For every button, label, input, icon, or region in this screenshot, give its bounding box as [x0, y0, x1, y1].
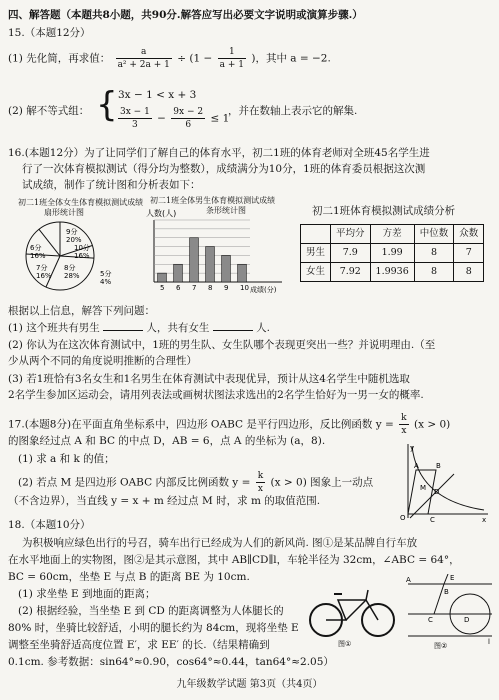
bike-frame	[326, 600, 378, 620]
bar-9	[222, 255, 231, 282]
pie-label: 10分	[74, 244, 90, 252]
q15-frac2-den: a + 1	[219, 60, 244, 71]
q17-sub2-num: k	[256, 470, 265, 483]
table-cell: 女生	[301, 263, 331, 282]
bar-marks	[158, 238, 249, 292]
x-label: x	[482, 516, 487, 524]
table-header-cell: 方差	[370, 225, 414, 244]
bar-7	[190, 238, 199, 282]
table-row	[301, 244, 484, 263]
q15-ineq2	[116, 106, 229, 131]
fig2-label: 图②	[434, 642, 448, 650]
q17-line1-text: 17.(本题8分)在平面直角坐标系中，四边形 OABC 是平行四边形，反比例函数	[8, 418, 373, 431]
q16-sub2-2: 少从两个不同的角度说明推断的合理性）	[8, 355, 197, 367]
q18-l5: (2) 根据经验，当坐垫 E 到 CD 的距离调整为人体腿长的	[18, 605, 284, 617]
q18-l1: 为积极响应绿色出行的号召，骑车出行已经成为人们的新风尚. 图①是某品牌自行车放	[22, 537, 418, 549]
point-c-label: C	[430, 516, 435, 524]
table-header-row	[301, 225, 484, 244]
q16-sub3-1: (3) 若1班恰有3名女生和1名男生在体育测试中表现优异，预计从这4名学生中随机选取	[8, 373, 410, 385]
pie-label: 28%	[64, 272, 80, 280]
q16-sub1-mid: 人，共有女生	[146, 322, 210, 334]
q15-part1-prefix: (1) 先化简，再求值：	[8, 52, 111, 65]
q16-sub1	[8, 320, 270, 335]
bar-grid	[154, 220, 250, 273]
q15-ineq2-b-den: 6	[185, 120, 192, 131]
q17-sub2-text: (2) 若点 M 是四边形 OABC 内部反比例函数	[18, 476, 229, 489]
table-cell: 1.9936	[370, 263, 414, 282]
pie-label: 7分	[36, 264, 48, 272]
q18-title: 18.（本题10分）	[8, 519, 91, 531]
point-e-label: E	[450, 574, 455, 582]
q18-l6: 80% 时，坐骑比较舒适，小明的腿长约为 84cm，现将坐垫 E	[8, 622, 299, 634]
minus-sign: −	[157, 112, 166, 125]
q15-frac1	[116, 46, 172, 71]
q17-func-den: x	[401, 426, 407, 437]
point-d-label: D	[464, 616, 470, 624]
bar-5	[158, 273, 167, 282]
q15-ineq2-a-den: 3	[132, 120, 138, 131]
bar-title-1: 初二1班全体男生体育模拟测试成绩	[150, 196, 276, 205]
q16-line1: 16.(本题12分）为了让同学们了解自己的体育水平，初二1班的体育老师对全班45名学生进	[8, 147, 430, 159]
x-tick-label: 7	[192, 284, 197, 292]
q15-part1-suffix: )，其中 a = −2.	[251, 52, 331, 65]
pie-label: 16%	[30, 252, 46, 260]
q17-sub2-frac	[256, 470, 265, 495]
pie-label: 6分	[30, 244, 42, 252]
q18-l8: 0.1cm. 参考数据：sin64°≈0.90，cos64°≈0.44，tan64°≈2.05）	[8, 656, 334, 668]
q15-part1-mid: ÷ (1 −	[177, 52, 213, 65]
pie-title-1: 初二1班全体女生体育模拟测试成绩	[18, 198, 144, 207]
bicycle-diagram	[404, 574, 496, 650]
x-tick-label: 6	[176, 284, 181, 292]
q17-sub2-tail: (x > 0) 图象上一动点	[270, 476, 374, 489]
q18-l3: BC = 60cm，坐垫 E 与点 B 的距离 BE 为 10cm.	[8, 571, 250, 583]
q17-sub2-2: （不含边界），当直线 y = x + m 经过点 M 时，求 m 的取值范围.	[8, 495, 321, 507]
point-a-label: A	[414, 462, 419, 470]
bar-x-axis-label: 成绩(分)	[250, 286, 277, 294]
answer-blank[interactable]	[213, 320, 253, 331]
brace-glyph: {	[96, 85, 118, 125]
pie-label: 5分	[100, 270, 112, 278]
table-cell: 7.92	[331, 263, 371, 282]
q18-l7: 调整至坐骑舒适高度位置 E′，求 EE′ 的长.（结果精确到	[8, 639, 270, 651]
pie-label: 4%	[100, 278, 112, 286]
pie-label: 16%	[74, 252, 90, 260]
q15-ineq2-b-num: 9x − 2	[171, 106, 205, 119]
analysis-table	[300, 224, 484, 282]
q16-sub3-2: 2名学生参加区运动会，请用列表法或画树状图法求选出的2名学生恰好为一男一女的概率.	[8, 389, 424, 401]
table-cell: 男生	[301, 244, 331, 263]
table-cell: 8	[414, 263, 454, 282]
q18-l4: (1) 求坐垫 E 到地面的距离；	[18, 588, 156, 600]
line-l-label: l	[488, 638, 490, 646]
table-header-cell: 中位数	[414, 225, 454, 244]
q17-line2: 的图象经过点 A 和 BC 的中点 D，AB = 6，点 A 的坐标为 (a，8).	[8, 435, 326, 447]
point-d-label: D	[434, 488, 440, 496]
q17-func-tail: (x > 0)	[413, 418, 451, 431]
q15-part1	[8, 46, 331, 71]
q15-part2-suffix: ，并在数轴上表示它的解集.	[228, 105, 358, 117]
q16-info: 根据以上信息，解答下列问题：	[8, 305, 155, 317]
q17-figure	[396, 440, 492, 524]
q17-func-frac	[399, 412, 408, 437]
pie-title-2: 扇形统计图	[44, 208, 84, 217]
q16-line2: 行了一次体育模拟测试（得分均为整数），成绩满分为10分，1班的体育委员根据这次测	[22, 163, 426, 175]
bar-title-2: 条形统计图	[206, 206, 246, 215]
point-a-label: A	[406, 576, 411, 584]
bar-y-axis-label: 人数(人)	[146, 209, 177, 218]
x-tick-label: 10	[240, 284, 249, 292]
pie-label: 20%	[66, 236, 82, 244]
bicycle-photo	[306, 582, 398, 648]
q17-line1: 17.(本题8分)在平面直角坐标系中，四边形 OABC 是平行四边形，反比例函数 y = $\frac{k}{x}$ (x > 0)	[8, 413, 451, 437]
bar-6	[174, 264, 183, 282]
q15-frac2	[218, 46, 246, 71]
q16-sub1-text: (1) 这个班共有男生	[8, 322, 100, 334]
line-y-x-m	[410, 474, 454, 518]
pie-chart	[14, 218, 124, 298]
q15-ineq2-a-num: 3x − 1	[118, 106, 152, 119]
pie-label: 9分	[66, 228, 78, 236]
x-tick-label: 8	[208, 284, 213, 292]
page-footer: 九年级数学试题 第3页（共4页）	[176, 679, 323, 690]
y-label: y	[410, 444, 415, 452]
bar-10	[238, 264, 247, 282]
table-cell: 7	[454, 244, 484, 263]
q17-sub2: (2) 若点 M 是四边形 OABC 内部反比例函数 y = $\frac{k}{x}$ (x > 0) 图象上一动点	[18, 471, 374, 495]
q15-frac1-den: a² + 2a + 1	[117, 60, 170, 71]
table-cell: 7.9	[331, 244, 371, 263]
q17-sub2-den: x	[257, 484, 263, 495]
q17-func-num: k	[399, 412, 408, 425]
segment-be	[444, 574, 448, 584]
q15-frac2-num: 1	[218, 46, 246, 59]
table-cell: 8	[414, 244, 454, 263]
q15-ineq1: 3x − 1 < x + 3	[118, 89, 197, 101]
origin-label: O	[400, 514, 406, 522]
q18-l2: 在水平地面上的实物图，图②是其示意图，其中 AB∥CD∥l，车轮半径为 32cm，∠ABC = 64°，	[8, 554, 460, 566]
q17-sub1: (1) 求 a 和 k 的值；	[18, 453, 115, 465]
segment-bc	[434, 584, 444, 614]
bar-8	[206, 247, 215, 282]
bike-handlebar	[366, 590, 368, 600]
q15-ineq2-frac-a	[118, 106, 152, 131]
table-cell: 8	[454, 263, 484, 282]
x-tick-label: 9	[224, 284, 229, 292]
point-c-label: C	[428, 616, 433, 624]
point-b-label: B	[444, 588, 449, 596]
q16-line3: 试成绩，制作了统计图和分析表如下：	[22, 179, 201, 191]
q16-sub2-1: (2) 你认为在这次体育测试中，1班的男生队、女生队哪个表现更突出一些？并说明理由.（至	[8, 339, 436, 351]
q15-ineq2-tail: ≤ 1	[210, 112, 230, 125]
table-header-cell: 众数	[454, 225, 484, 244]
table-title: 初二1班体育模拟测试成绩分析	[312, 205, 456, 217]
q15-title: 15.（本题12分）	[8, 27, 91, 39]
pie-label: 8分	[64, 264, 76, 272]
answer-blank[interactable]	[103, 320, 143, 331]
bar-chart	[132, 206, 292, 296]
hyperbola-curve	[412, 446, 484, 510]
table-row	[301, 263, 484, 282]
q15-part2-prefix: (2) 解不等式组：	[8, 105, 90, 117]
point-m-label: M	[420, 484, 427, 492]
table-header-cell: 平均分	[331, 225, 371, 244]
table-cell: 1.99	[370, 244, 414, 263]
q15-frac1-num: a	[116, 46, 172, 59]
table-header-cell	[301, 225, 331, 244]
point-b-label: B	[436, 462, 441, 470]
q16-sub1-end: 人.	[256, 322, 270, 334]
q15-ineq2-frac-b	[171, 106, 205, 131]
section-header: 四、解答题（本题共8小题，共90分.解答应写出必要文字说明或演算步骤.）	[8, 9, 363, 21]
x-tick-label: 5	[160, 284, 165, 292]
pie-label: 16%	[36, 272, 52, 280]
fig1-label: 图①	[338, 640, 352, 648]
